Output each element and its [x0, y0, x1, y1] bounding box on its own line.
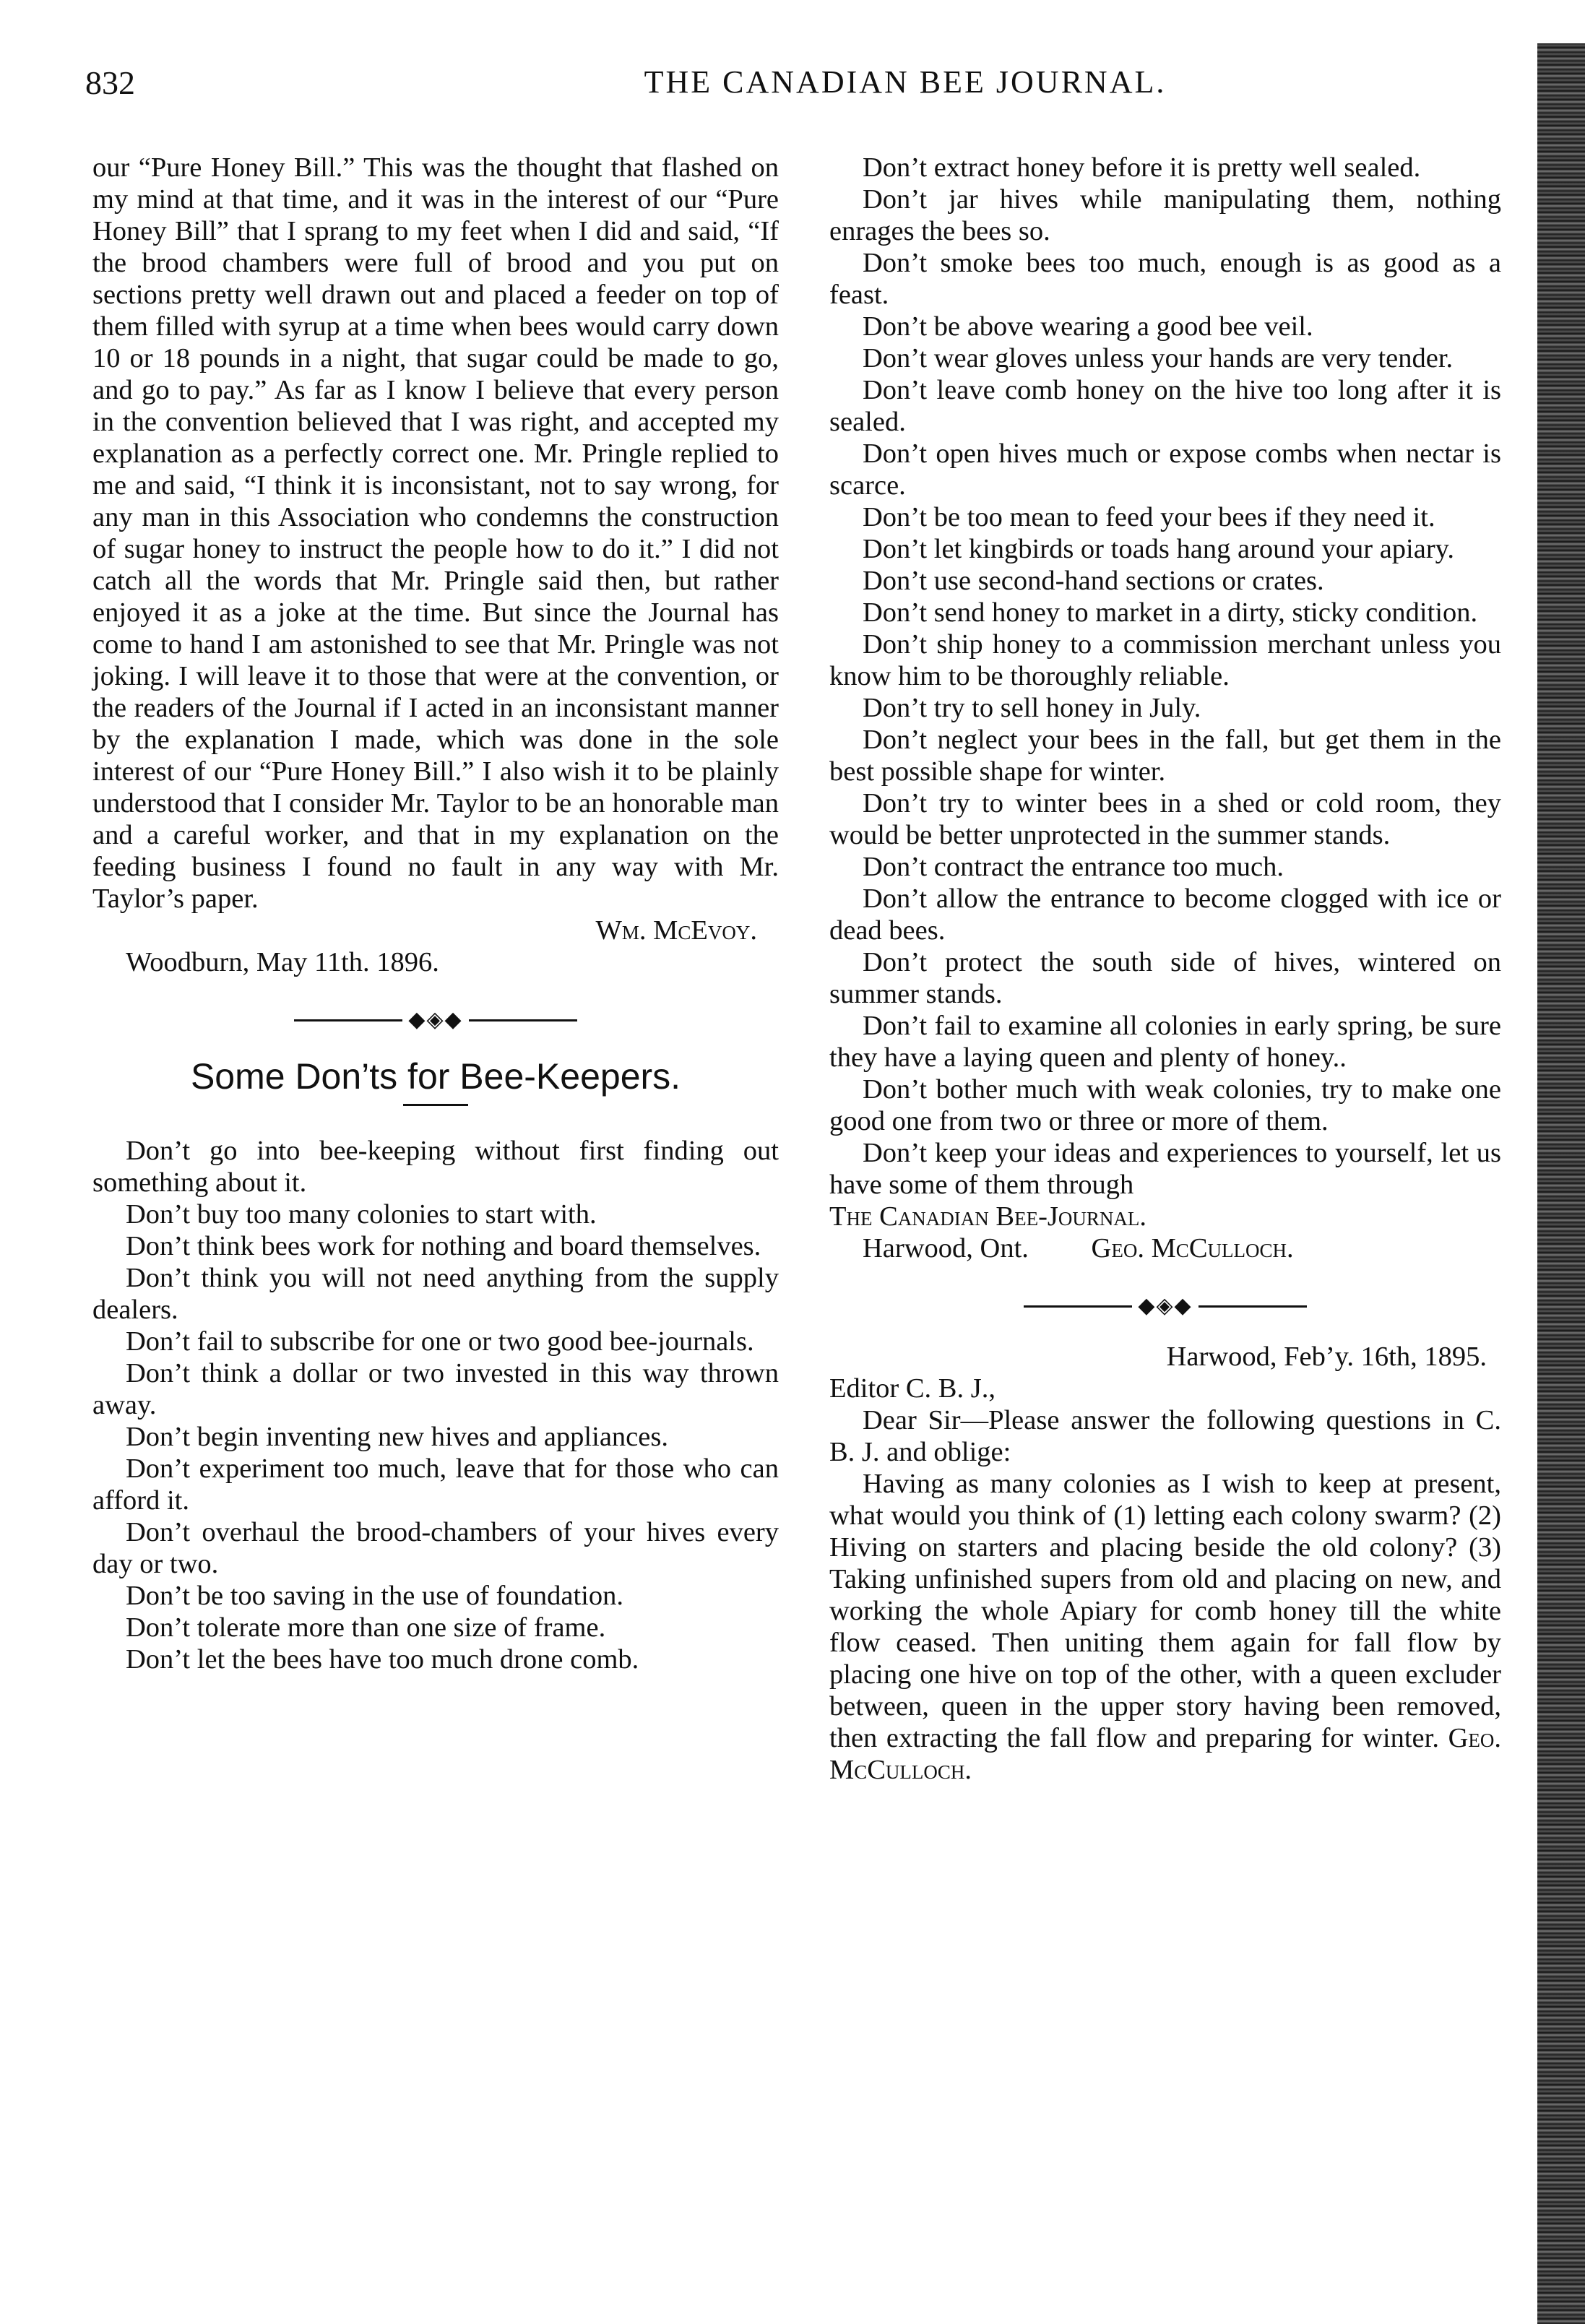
scanned-binding-edge [1537, 43, 1585, 2324]
dont-item: Don’t smoke bees too much, enough is as good as a feast. [829, 248, 1501, 310]
left-column [92, 152, 779, 1675]
dont-item: Don’t jar hives while manipulating them, nothing enrages the bees so. [829, 184, 1501, 246]
dont-item: Don’t think a dollar or two invested in this way thrown away. [92, 1358, 779, 1421]
dont-item: Don’t tolerate more than one size of frame. [126, 1612, 606, 1643]
dont-item: Don’t leave comb honey on the hive too long after it is sealed. [829, 375, 1501, 437]
dont-item: Don’t try to sell honey in July. [863, 693, 1201, 723]
dont-item: Don’t protect the south side of hives, wintered on summer stands. [829, 947, 1501, 1009]
dont-item: Don’t go into bee-keeping without first finding out something about it. [92, 1136, 779, 1198]
dont-item: Don’t try to winter bees in a shed or cold room, they would be better unprotected in the summer stands. [829, 788, 1501, 850]
section-title: Some Don’ts for Bee-Keepers. [190, 1056, 681, 1097]
letter-paragraph: Having as many colonies as I wish to keep at present, what would you think of (1) letting each colony swarm? (2) Hiving on starters and placing beside the old colony? (3) Taking unfinished supers from old and placing on new, and working the whole Apiary for comb honey till the white flow ceased. Then uniting them again for fall flow by placing one hive on top of the other, with a queen excluder between, queen in the upper story having been removed, then extracting the fall flow and preparing for winter. Geo. McCulloch. [829, 1469, 1502, 1786]
dont-item: Don’t send honey to market in a dirty, sticky condition. [863, 597, 1478, 628]
dont-item: Don’t begin inventing new hives and appliances. [126, 1422, 668, 1453]
dont-item: Don’t allow the entrance to become clogged with ice or dead bees. [829, 884, 1501, 946]
page-number: 832 [85, 64, 135, 101]
dont-item: Don’t contract the entrance too much. [863, 852, 1284, 882]
dont-item: Don’t experiment too much, leave that for those who can afford it. [92, 1453, 779, 1516]
dont-item: Don’t neglect your bees in the fall, but get them in the best possible shape for winter. [829, 725, 1501, 787]
page-header [85, 64, 1523, 121]
dont-item: Don’t overhaul the brood-chambers of your hives every day or two. [92, 1517, 779, 1580]
running-title: THE CANADIAN BEE JOURNAL. [644, 64, 1167, 100]
letter-salutation: Editor C. B. J., [829, 1373, 996, 1404]
dont-item: Don’t let the bees have too much drone comb. [126, 1644, 639, 1675]
journal-name: The Canadian Bee-Journal. [829, 1201, 1147, 1232]
letter-date: Harwood, Feb’y. 16th, 1895. [1166, 1342, 1487, 1373]
signoff-name: Geo. McCulloch. [1091, 1233, 1294, 1263]
dont-item: Don’t use second-hand sections or crates. [863, 566, 1324, 596]
dont-item: Don’t wear gloves unless your hands are very tender. [863, 343, 1454, 373]
dont-item: Don’t be above wearing a good bee veil. [863, 311, 1313, 342]
dont-item: Don’t keep your ideas and experiences to yourself, let us have some of them through [829, 1138, 1501, 1200]
dont-item: Don’t be too mean to feed your bees if they need it. [863, 502, 1435, 532]
place-date: Woodburn, May 11th. 1896. [126, 947, 439, 977]
dont-item: Don’t buy too many colonies to start with. [126, 1199, 597, 1230]
letter-paragraph: Dear Sir—Please answer the following questions in C. B. J. and oblige: [829, 1405, 1501, 1468]
dont-item: Don’t ship honey to a commission merchant unless you know him to be thoroughly reliable. [829, 629, 1501, 691]
dont-item: Don’t extract honey before it is pretty well sealed. [863, 152, 1421, 183]
dont-item: Don’t be too saving in the use of foundation. [126, 1581, 623, 1612]
right-column [829, 152, 1501, 1786]
dont-item: Don’t fail to examine all colonies in early spring, be sure they have a laying queen and plenty of honey.. [829, 1011, 1501, 1073]
dont-item: Don’t bother much with weak colonies, try to make one good one from two or three or more of them. [829, 1074, 1501, 1136]
section-divider-ornament: ◆◈◆ [829, 1289, 1501, 1322]
dont-item: Don’t let kingbirds or toads hang around your apiary. [863, 534, 1455, 564]
signature: Wm. McEvoy. [595, 915, 757, 946]
letter-paragraph: our “Pure Honey Bill.” This was the thought that flashed on my mind at that time, and it was in the interest of our “Pure Honey Bill” that I sprang to my feet when I did and said, “If the brood chambers were full of brood and you put on sections pretty well drawn out and placed a feeder on top of them filled with syrup at a time when bees would carry down 10 or 18 pounds in a night, that sugar could be made to go, and go to pay.” As far as I know I believe that every person in the convention believed that I was right, and accepted my explanation as a perfectly correct one. Mr. Pringle replied to me and said, “I think it is inconsistant, not to say wrong, for any man in this Association who condemns the construction of sugar honey to instruct the people how to do it.” I did not catch all the words that Mr. Pringle said then, but rather enjoyed it as a joke at the time. But since the Journal has come to hand I am astonished to see that Mr. Pringle was not joking. I will leave it to those that were at the convention, or the readers of the Journal if I acted in an inconsistant manner by the explanation I made, which was done in the sole interest of our “Pure Honey Bill.” I also wish it to be plainly understood that I consider Mr. Taylor to be an honorable man and a careful worker, and that in my explanation on the feeding business I found no fault in any way with Mr. Taylor’s paper. [92, 152, 779, 914]
signoff-place: Harwood, Ont. [863, 1233, 1029, 1263]
dont-item: Don’t think you will not need anything from the supply dealers. [92, 1263, 779, 1326]
dont-item: Don’t open hives much or expose combs when nectar is scarce. [829, 439, 1501, 501]
letter-signature: Geo. McCulloch. [829, 1723, 1502, 1786]
dont-item: Don’t fail to subscribe for one or two good bee-journals. [126, 1326, 754, 1357]
section-divider-ornament: ◆◈◆ [92, 1003, 779, 1036]
signoff-line [829, 1232, 1501, 1264]
dont-item: Don’t think bees work for nothing and board themselves. [126, 1231, 761, 1262]
title-rule [403, 1104, 468, 1106]
